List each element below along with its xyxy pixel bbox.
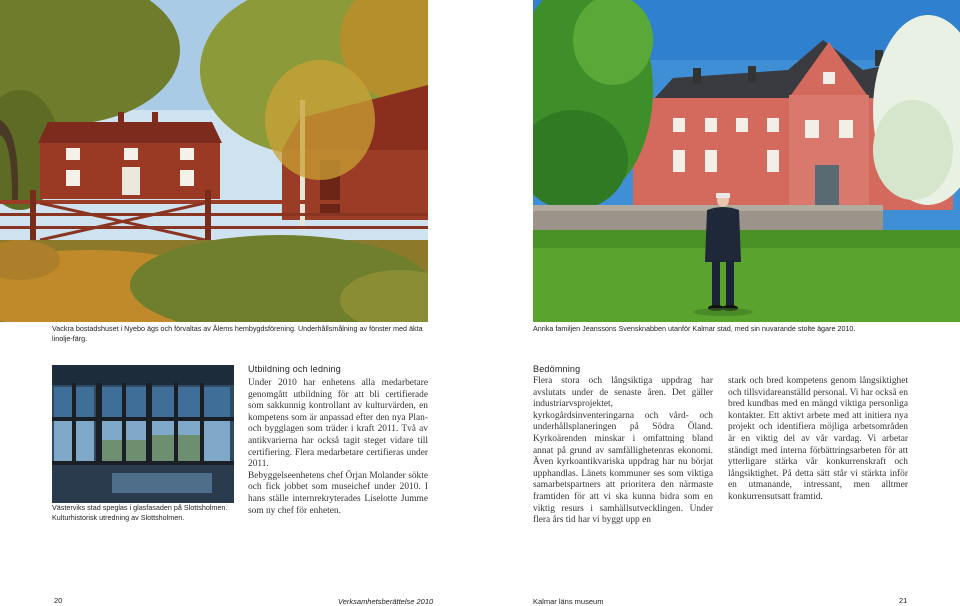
paragraph-utbildning-1: Under 2010 har enhetens alla medarbetare genomgått utbildning för att bli certifierade som sakkunnig kontrollant av kulturvärden, en kompetens som är anpassad efter den nya Plan- och bygglagen som träder i kraft 2011. Två av antikvarierna har också tagit steget vidare till certifiering. Flera medarbetare certifieras under 2011. <box>248 378 428 470</box>
paragraph-utbildning-2: Bebyggelseenhetens chef Örjan Molander sökte och fick jobbet som museichef under 2010. I hans ställe internrekryterades Liselotte Jumme som ny chef för enheten. <box>248 470 428 516</box>
photo-glass-facade <box>52 365 234 503</box>
photo-caption-glass-facade <box>52 503 242 523</box>
photo-svensknabben-manor <box>533 0 960 322</box>
heading-utbildning: Utbildning och ledning <box>248 364 341 374</box>
museum-name: Kalmar läns museum <box>533 597 604 606</box>
photo-nyebo-house <box>0 0 428 322</box>
text-column-utbildning <box>248 378 428 517</box>
text-column-bedomning-1: Flera stora och långsiktiga uppdrag har avslutats under de senaste åren. Det gäller industriarvsprojektet, kyrkogårdsinventeringarna och vård- och underhållsplaneringen på Södra Öland. Kyrkoärenden minskar i omfattning bland annat på grund av samfällighetenras ekonomi. Även kyrkoantikvariska uppdrag har nu börjat upphandlas. Länets kommuner ses som viktiga samarbetspartners att prioritera den närmaste framtiden för att vi ska kunna bidra som en viktig resurs i samhällsutvecklingen. Under flera års tid har vi byggt upp en <box>533 376 713 526</box>
photo-caption-svensknabben: Anrika familjen Jeanssons Svensknabben utanför Kalmar stad, med sin nuvarande stolte ägare 2010. <box>533 324 856 333</box>
page-number-left: 20 <box>54 596 63 605</box>
caption-line-1: Västerviks stad speglas i glasfasaden på Slottsholmen. <box>52 503 228 512</box>
photo-caption-nyebo: Vackra bostadshuset i Nyebo ägs och förvaltas av Ålems hembygdsförening. Underhållsmålning av fönster med äkta linolje-färg. <box>52 324 423 343</box>
caption-line-2: Kulturhistorisk utredning av Slottsholmen. <box>52 513 185 522</box>
page-number-right: 21 <box>899 596 908 605</box>
publication-title: Verksamhetsberättelse 2010 <box>338 597 434 606</box>
heading-bedomning: Bedömning <box>533 364 581 374</box>
text-column-bedomning-2: stark och bred kompetens genom långsiktighet och tillsvidareanställd personal. Vi har också en bred kundbas med en mängd viktiga personliga kontakter. Ett aktivt arbete med att initiera nya projekt och identifiera möjliga arbetsområden är en viktig del av vår vardag. Vi arbetar ständigt med interna förbättringsarbeten för att ytterligare stärka vår konkurrenskraft och långsiktighet. På detta sätt står vi stärkta inför en utmanande, intressant, men alltmer konkurrensutsatt framtid. <box>728 376 908 502</box>
